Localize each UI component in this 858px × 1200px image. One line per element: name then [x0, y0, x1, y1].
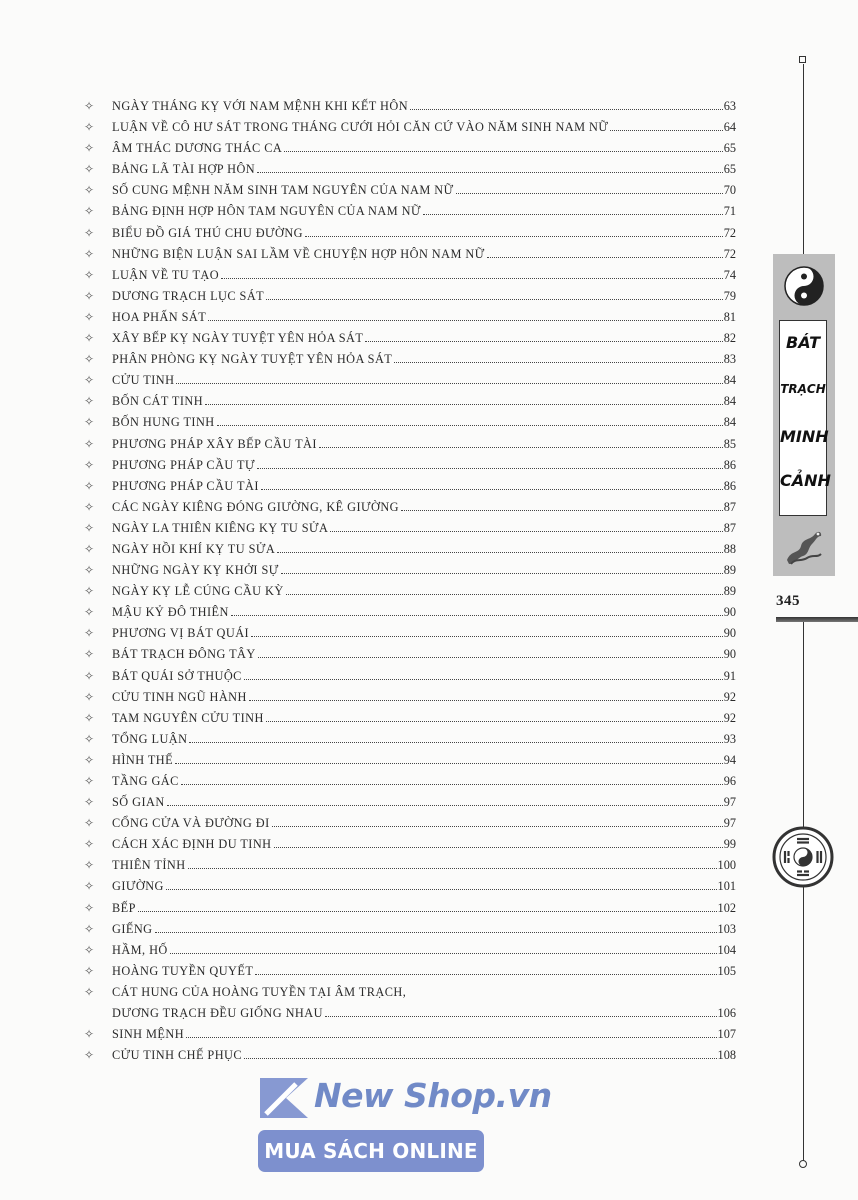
toc-entry — [84, 497, 736, 518]
toc-title: HOÀNG TUYỀN QUYẾT — [112, 963, 254, 978]
toc-entry — [84, 201, 736, 222]
toc-entry — [84, 476, 736, 497]
toc-title: TAM NGUYÊN CỬU TINH — [112, 710, 264, 725]
toc-leader-dots — [257, 468, 723, 469]
table-of-contents — [84, 96, 736, 1066]
toc-leader-dots — [231, 615, 723, 616]
diamond-bullet-icon: ✧ — [84, 816, 95, 831]
diamond-bullet-icon: ✧ — [84, 204, 95, 219]
toc-title: CÁC NGÀY KIÊNG ĐÓNG GIƯỜNG, KÊ GIƯỜNG — [112, 499, 399, 514]
toc-entry — [84, 412, 736, 433]
toc-title: HÌNH THẾ — [112, 752, 174, 767]
toc-leader-dots — [188, 868, 717, 869]
toc-title: XÂY BẾP KỴ NGÀY TUYỆT YÊN HỎA SÁT — [112, 331, 364, 346]
diamond-bullet-icon: ✧ — [84, 900, 95, 915]
toc-title: PHƯƠNG VỊ BÁT QUÁI — [112, 626, 250, 641]
toc-page-number: 87 — [723, 499, 736, 514]
toc-title: CỔNG CỬA VÀ ĐƯỜNG ĐI — [112, 816, 270, 831]
toc-leader-dots — [401, 510, 723, 511]
book-title-word: TRẠCH — [780, 382, 826, 396]
toc-entry — [84, 623, 736, 644]
toc-leader-dots — [186, 1037, 717, 1038]
toc-entry — [84, 138, 736, 159]
toc-entry — [84, 265, 736, 286]
toc-page-number: 97 — [723, 795, 736, 810]
toc-page-number: 65 — [723, 162, 736, 177]
diamond-bullet-icon: ✧ — [84, 499, 95, 514]
toc-leader-dots — [456, 193, 723, 194]
toc-title: CỬU TINH CHẾ PHỤC — [112, 1048, 243, 1063]
toc-page-number: 94 — [723, 752, 736, 767]
toc-entry — [84, 223, 736, 244]
diamond-bullet-icon: ✧ — [84, 710, 95, 725]
toc-entry — [84, 919, 736, 940]
diamond-bullet-icon: ✧ — [84, 668, 95, 683]
toc-page-number: 63 — [723, 99, 736, 113]
diamond-bullet-icon: ✧ — [84, 689, 95, 704]
toc-title: LUẬN VỀ CÔ HƯ SÁT TRONG THÁNG CƯỚI HỎI CĂN CỨ VÀO NĂM SINH NAM NỮ — [112, 120, 609, 135]
diamond-bullet-icon: ✧ — [84, 563, 95, 578]
toc-page-number: 79 — [723, 288, 736, 303]
toc-title: GIƯỜNG — [112, 879, 164, 894]
diamond-bullet-icon: ✧ — [84, 752, 95, 767]
toc-leader-dots — [167, 805, 723, 806]
diamond-bullet-icon: ✧ — [84, 120, 95, 135]
toc-leader-dots — [487, 257, 723, 258]
toc-page-number: 72 — [723, 246, 736, 261]
toc-title: SỐ CUNG MỆNH NĂM SINH TAM NGUYÊN CỦA NAM NỮ — [112, 183, 454, 198]
toc-page-number: 81 — [723, 309, 736, 324]
toc-entry — [84, 434, 736, 455]
diamond-bullet-icon: ✧ — [84, 162, 95, 177]
toc-title: PHÂN PHÒNG KỴ NGÀY TUYỆT YÊN HỎA SÁT — [112, 352, 393, 367]
toc-entry — [84, 855, 736, 876]
toc-entry — [84, 391, 736, 412]
diamond-bullet-icon: ✧ — [84, 963, 95, 978]
diamond-bullet-icon: ✧ — [84, 183, 95, 198]
toc-title: CÁT HUNG CỦA HOÀNG TUYỀN TẠI ÂM TRẠCH, — [112, 984, 407, 999]
rail-circle-cap — [799, 1160, 807, 1168]
toc-entry — [84, 708, 736, 729]
diamond-bullet-icon: ✧ — [84, 373, 95, 388]
toc-title: BỐN CÁT TINH — [112, 394, 204, 409]
toc-leader-dots — [330, 531, 722, 532]
toc-page-number: 89 — [723, 563, 736, 578]
toc-page-number: 97 — [723, 816, 736, 831]
toc-leader-dots — [266, 299, 723, 300]
diamond-bullet-icon: ✧ — [84, 520, 95, 535]
rail-line-bottom — [803, 622, 804, 1162]
toc-entry — [84, 455, 736, 476]
toc-page-number: 104 — [717, 942, 736, 957]
toc-title: LUẬN VỀ TU TẠO — [112, 267, 220, 282]
toc-title: DƯƠNG TRẠCH LỤC SÁT — [112, 288, 265, 303]
page-number: 345 — [776, 593, 800, 609]
toc-entry — [84, 159, 736, 180]
toc-leader-dots — [410, 109, 723, 110]
toc-page-number: 84 — [723, 415, 736, 430]
toc-page-number: 65 — [723, 141, 736, 156]
toc-title: SINH MỆNH — [112, 1027, 185, 1042]
toc-entry — [84, 328, 736, 349]
toc-leader-dots — [244, 679, 723, 680]
bagua-icon — [772, 826, 834, 888]
toc-page-number: 101 — [717, 879, 736, 894]
toc-page-number: 74 — [723, 267, 736, 282]
toc-page-number: 105 — [717, 963, 736, 978]
toc-page-number: 99 — [723, 837, 736, 852]
rail-square-cap — [799, 56, 806, 63]
toc-title: CÁCH XÁC ĐỊNH DU TINH — [112, 837, 272, 852]
toc-page-number: 84 — [723, 373, 736, 388]
diamond-bullet-icon: ✧ — [84, 921, 95, 936]
toc-entry — [84, 244, 736, 265]
diamond-bullet-icon: ✧ — [84, 267, 95, 282]
toc-leader-dots — [325, 1016, 717, 1017]
toc-leader-dots — [244, 1058, 717, 1059]
toc-leader-dots — [205, 404, 723, 405]
toc-leader-dots — [251, 636, 723, 637]
toc-title: PHƯƠNG PHÁP CẦU TÀI — [112, 478, 259, 493]
book-title-box — [779, 320, 831, 516]
diamond-bullet-icon: ✧ — [84, 394, 95, 409]
toc-page-number: 88 — [723, 541, 736, 556]
toc-leader-dots — [277, 552, 722, 553]
toc-title: MẬU KỶ ĐÔ THIÊN — [112, 605, 229, 620]
diamond-bullet-icon: ✧ — [84, 225, 95, 240]
page-number-underline — [776, 617, 858, 622]
toc-entry — [84, 687, 736, 708]
newshop-brand: New Shop.vn — [314, 1076, 552, 1115]
toc-entry — [84, 307, 736, 328]
diamond-bullet-icon: ✧ — [84, 584, 95, 599]
toc-title: CỬU TINH NGŨ HÀNH — [112, 689, 247, 704]
diamond-bullet-icon: ✧ — [84, 626, 95, 641]
diamond-bullet-icon: ✧ — [84, 246, 95, 261]
toc-entry — [84, 898, 736, 919]
diamond-bullet-icon: ✧ — [84, 858, 95, 873]
toc-entry — [84, 813, 736, 834]
toc-title: BIỂU ĐỒ GIÁ THÚ CHU ĐƯỜNG — [112, 225, 304, 240]
toc-page-number: 86 — [723, 457, 736, 472]
toc-entry — [84, 518, 736, 539]
diamond-bullet-icon: ✧ — [84, 774, 95, 788]
toc-title: PHƯƠNG PHÁP XÂY BẾP CẦU TÀI — [112, 436, 317, 451]
diamond-bullet-icon: ✧ — [84, 457, 95, 472]
toc-leader-dots — [394, 362, 722, 363]
toc-entry — [84, 940, 736, 961]
toc-leader-dots — [281, 573, 723, 574]
toc-leader-dots — [221, 278, 723, 279]
diamond-bullet-icon: ✧ — [84, 795, 95, 810]
toc-leader-dots — [176, 383, 722, 384]
toc-page-number: 64 — [723, 120, 736, 135]
toc-page-number: 106 — [717, 1006, 736, 1021]
diamond-bullet-icon: ✧ — [84, 984, 95, 999]
toc-page-number: 72 — [723, 225, 736, 240]
toc-title: NGÀY HỒI KHÍ KỴ TU SỬA — [112, 541, 276, 556]
diamond-bullet-icon: ✧ — [84, 1048, 95, 1063]
diamond-bullet-icon: ✧ — [84, 141, 95, 156]
toc-page-number: 82 — [723, 331, 736, 346]
toc-title: SỐ GIAN — [112, 795, 165, 810]
toc-page-number: 92 — [723, 710, 736, 725]
toc-entry — [84, 644, 736, 665]
toc-page-number: 90 — [723, 626, 736, 641]
toc-page-number: 91 — [723, 668, 736, 683]
toc-entry — [84, 581, 736, 602]
diamond-bullet-icon: ✧ — [84, 942, 95, 957]
diamond-bullet-icon: ✧ — [84, 541, 95, 556]
book-title-word: CẢNH — [780, 471, 831, 490]
toc-leader-dots — [138, 911, 717, 912]
toc-entry — [84, 602, 736, 623]
toc-leader-dots — [175, 763, 723, 764]
toc-leader-dots — [181, 784, 723, 785]
toc-entry — [84, 1024, 736, 1045]
toc-title: CỬU TINH — [112, 373, 175, 388]
diamond-bullet-icon: ✧ — [84, 647, 95, 662]
toc-page-number: 93 — [723, 731, 736, 746]
toc-leader-dots — [261, 489, 723, 490]
toc-title: BÁT QUÁI SỞ THUỘC — [112, 668, 242, 683]
toc-page-number: 96 — [723, 774, 736, 788]
toc-title: HẦM, HỐ — [112, 942, 168, 957]
toc-title: NGÀY THÁNG KỴ VỚI NAM MỆNH KHI KẾT HÔN — [112, 99, 409, 113]
toc-entry — [84, 286, 736, 307]
toc-page-number: 83 — [723, 352, 736, 367]
toc-entry — [84, 96, 736, 117]
diamond-bullet-icon: ✧ — [84, 605, 95, 620]
toc-entry — [84, 539, 736, 560]
toc-page-number: 85 — [723, 436, 736, 451]
toc-leader-dots — [319, 447, 723, 448]
toc-title: NHỮNG BIỆN LUẬN SAI LẦM VỀ CHUYỆN HỢP HÔN NAM NỮ — [112, 246, 485, 261]
dragon-ornament-icon — [781, 524, 827, 570]
toc-leader-dots — [266, 721, 723, 722]
toc-leader-dots — [274, 847, 723, 848]
toc-title: HOA PHẤN SÁT — [112, 309, 207, 324]
toc-page-number: 71 — [723, 204, 736, 219]
toc-title: BỐN HUNG TINH — [112, 415, 215, 430]
diamond-bullet-icon: ✧ — [84, 731, 95, 746]
toc-entry — [84, 370, 736, 391]
toc-page-number: 92 — [723, 689, 736, 704]
toc-page-number: 108 — [717, 1048, 736, 1063]
toc-leader-dots — [170, 953, 717, 954]
toc-entry — [84, 349, 736, 370]
toc-entry — [84, 834, 736, 855]
buy-online-button[interactable]: MUA SÁCH ONLINE — [258, 1130, 484, 1172]
toc-title: DƯƠNG TRẠCH ĐỀU GIỐNG NHAU — [112, 1006, 323, 1021]
toc-entry — [84, 792, 736, 813]
book-title-panel — [773, 254, 835, 576]
toc-leader-dots — [217, 425, 723, 426]
toc-title: BẢNG LÃ TÀI HỢP HÔN — [112, 162, 256, 177]
toc-entry — [84, 180, 736, 201]
toc-title: PHƯƠNG PHÁP CẦU TỰ — [112, 457, 255, 472]
toc-leader-dots — [286, 594, 723, 595]
diamond-bullet-icon: ✧ — [84, 837, 95, 852]
toc-entry — [84, 560, 736, 581]
toc-entry — [84, 666, 736, 687]
toc-leader-dots — [365, 341, 722, 342]
toc-page-number: 70 — [723, 183, 736, 198]
toc-entry — [84, 961, 736, 982]
toc-entry — [84, 982, 736, 1024]
toc-leader-dots — [610, 130, 722, 131]
toc-leader-dots — [423, 214, 723, 215]
toc-title: BẢNG ĐỊNH HỢP HÔN TAM NGUYÊN CỦA NAM NỮ — [112, 204, 421, 219]
diamond-bullet-icon: ✧ — [84, 436, 95, 451]
toc-title: NGÀY KỴ LỄ CÚNG CẦU KỲ — [112, 584, 284, 599]
toc-page-number: 103 — [717, 921, 736, 936]
toc-entry — [84, 729, 736, 750]
toc-title: GIẾNG — [112, 921, 153, 936]
toc-leader-dots — [189, 742, 722, 743]
rail-line-top — [803, 64, 804, 254]
toc-page-number: 90 — [723, 647, 736, 662]
toc-page-number: 87 — [723, 520, 736, 535]
toc-entry — [84, 750, 736, 771]
toc-entry — [84, 876, 736, 897]
book-title-word: MINH — [780, 427, 829, 446]
diamond-bullet-icon: ✧ — [84, 415, 95, 430]
diamond-bullet-icon: ✧ — [84, 309, 95, 324]
diamond-bullet-icon: ✧ — [84, 879, 95, 894]
toc-leader-dots — [305, 236, 723, 237]
toc-title: THIÊN TỈNH — [112, 858, 186, 873]
toc-entry — [84, 117, 736, 138]
toc-leader-dots — [155, 932, 717, 933]
toc-page-number: 100 — [717, 858, 736, 873]
toc-page-number: 102 — [717, 900, 736, 915]
toc-title: TỔNG LUẬN — [112, 731, 188, 746]
toc-page-number: 86 — [723, 478, 736, 493]
toc-leader-dots — [249, 700, 723, 701]
yin-yang-icon — [784, 266, 824, 306]
toc-title: BÁT TRẠCH ĐÔNG TÂY — [112, 647, 256, 662]
toc-page-number: 107 — [717, 1027, 736, 1042]
toc-page-number: 84 — [723, 394, 736, 409]
toc-leader-dots — [258, 657, 723, 658]
diamond-bullet-icon: ✧ — [84, 478, 95, 493]
toc-title: ÂM THÁC DƯƠNG THÁC CA — [112, 141, 283, 156]
diamond-bullet-icon: ✧ — [84, 99, 95, 113]
toc-title: TẦNG GÁC — [112, 774, 179, 788]
toc-leader-dots — [208, 320, 722, 321]
diamond-bullet-icon: ✧ — [84, 352, 95, 367]
toc-page-number: 90 — [723, 605, 736, 620]
toc-title: NHỮNG NGÀY KỴ KHỞI SỰ — [112, 563, 279, 578]
toc-entry — [84, 1045, 736, 1066]
toc-leader-dots — [257, 172, 723, 173]
toc-leader-dots — [166, 889, 717, 890]
toc-entry — [84, 771, 736, 792]
toc-page-number: 89 — [723, 584, 736, 599]
toc-title: BẾP — [112, 900, 136, 915]
diamond-bullet-icon: ✧ — [84, 288, 95, 303]
toc-leader-dots — [255, 974, 716, 975]
book-title-word: BÁT — [786, 333, 820, 352]
toc-title: NGÀY LA THIÊN KIÊNG KỴ TU SỬA — [112, 520, 329, 535]
toc-leader-dots — [284, 151, 722, 152]
toc-leader-dots — [272, 826, 723, 827]
diamond-bullet-icon: ✧ — [84, 1027, 95, 1042]
diamond-bullet-icon: ✧ — [84, 331, 95, 346]
